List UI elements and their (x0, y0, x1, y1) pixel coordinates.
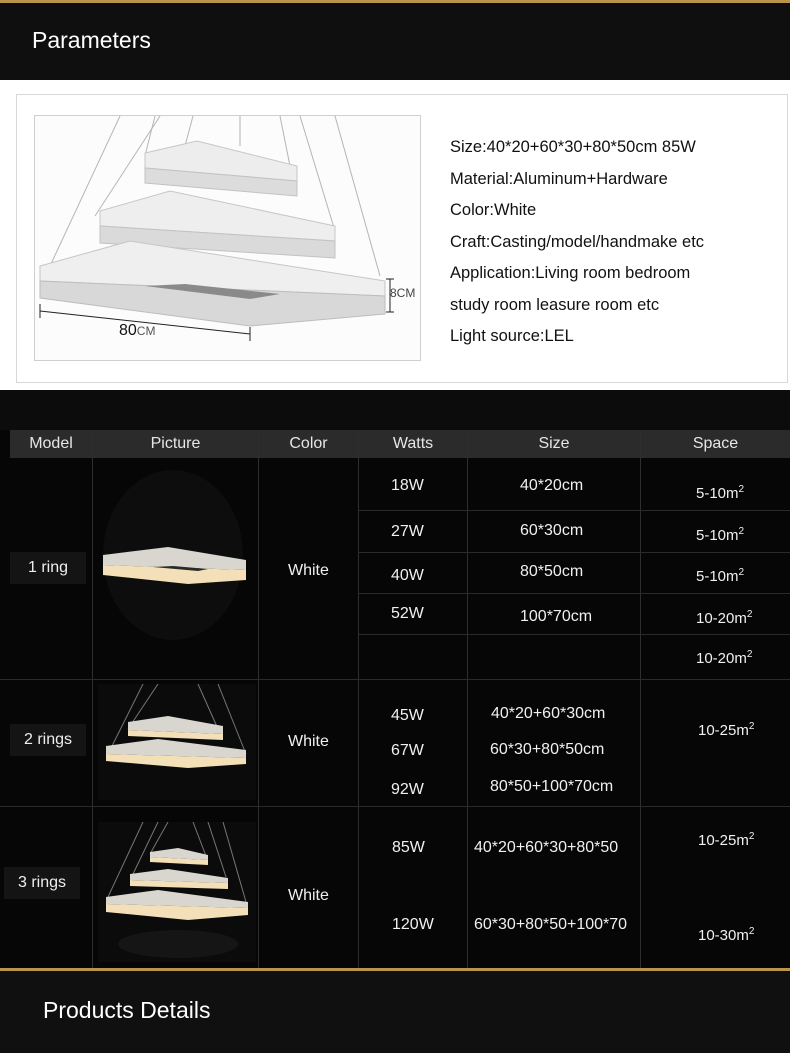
space-row-3 (696, 567, 744, 585)
watts-85w: 85W (392, 839, 425, 856)
space-sup: 2 (746, 649, 753, 660)
space-sup: 2 (748, 926, 755, 937)
watts-45w: 45W (391, 707, 424, 724)
size-2r-3: 80*50+100*70cm (490, 778, 614, 795)
products-details-title: Products Details (43, 997, 211, 1023)
parameters-title: Parameters (32, 27, 151, 53)
size-80x50: 80*50cm (520, 563, 584, 580)
spec-list (450, 132, 704, 353)
space-sup: 2 (738, 567, 745, 578)
color-2-rings: White (288, 733, 329, 750)
size-60x30: 60*30cm (520, 522, 584, 539)
size-2r-1: 40*20+60*30cm (491, 705, 606, 722)
space-3r-2 (698, 926, 754, 944)
header-color: Color (259, 430, 358, 458)
space-value: 5-10m (696, 568, 739, 585)
space-value: 5-10m (696, 485, 739, 502)
space-value: 10-25m (698, 832, 749, 849)
watts-27w: 27W (391, 523, 424, 540)
space-3r-1 (698, 831, 754, 849)
space-value: 10-30m (698, 927, 749, 944)
size-40x20: 40*20cm (520, 477, 584, 494)
two-rings-thumbnail (98, 684, 256, 800)
space-row-5 (696, 649, 752, 667)
header-model: Model (10, 430, 92, 458)
spec-craft: Craft:Casting/model/handmake etc (450, 232, 705, 251)
size-2r-2: 60*30+80*50cm (490, 741, 605, 758)
spec-size: Size:40*20+60*30+80*50cm 85W (450, 138, 696, 156)
header-space: Space (641, 430, 790, 458)
space-value: 10-25m (698, 722, 749, 739)
size-100x70: 100*70cm (520, 608, 593, 625)
watts-40w: 40W (391, 567, 424, 584)
chandelier-illustration (35, 116, 422, 362)
product-photo (34, 115, 421, 361)
space-sup: 2 (746, 609, 753, 620)
space-row-1 (696, 484, 744, 502)
products-details-banner (0, 968, 790, 1053)
parameters-banner (0, 0, 790, 80)
spec-material: Material:Aluminum+Hardware (450, 169, 668, 188)
spec-application-cont: study room leasure room etc (450, 295, 660, 314)
model-1-ring: 1 ring (10, 552, 86, 584)
space-sup: 2 (748, 831, 755, 842)
spec-color: Color:White (450, 201, 537, 219)
size-3r-1: 40*20+60*30+80*50 (474, 839, 619, 856)
header-picture: Picture (93, 430, 258, 458)
color-1-ring: White (288, 562, 329, 579)
spec-light-source: Light source:LEL (450, 327, 574, 345)
watts-120w: 120W (392, 916, 434, 933)
size-3r-2: 60*30+80*50+100*70 (474, 916, 628, 933)
width-dimension-label (119, 322, 155, 340)
space-row-4 (696, 609, 752, 627)
space-sup: 2 (738, 484, 745, 495)
space-row-2 (696, 526, 744, 544)
width-value: 80 (119, 322, 137, 339)
watts-92w: 92W (391, 781, 424, 798)
space-2-rings (698, 721, 754, 739)
three-rings-thumbnail (98, 822, 256, 962)
space-sup: 2 (748, 721, 755, 732)
header-size: Size (468, 430, 640, 458)
height-dimension-label: 8CM (390, 286, 416, 300)
model-3-rings: 3 rings (4, 867, 80, 899)
watts-18w: 18W (391, 477, 424, 494)
space-value: 10-20m (696, 610, 747, 627)
one-ring-thumbnail (98, 470, 253, 650)
color-3-rings: White (288, 887, 329, 904)
watts-67w: 67W (391, 742, 424, 759)
width-unit: CM (136, 324, 156, 338)
spec-application: Application:Living room bedroom (450, 264, 691, 282)
space-value: 5-10m (696, 527, 739, 544)
space-sup: 2 (738, 526, 745, 537)
header-watts: Watts (359, 430, 467, 458)
model-2-rings: 2 rings (10, 724, 86, 756)
space-value: 10-20m (696, 650, 747, 667)
watts-52w: 52W (391, 605, 424, 622)
